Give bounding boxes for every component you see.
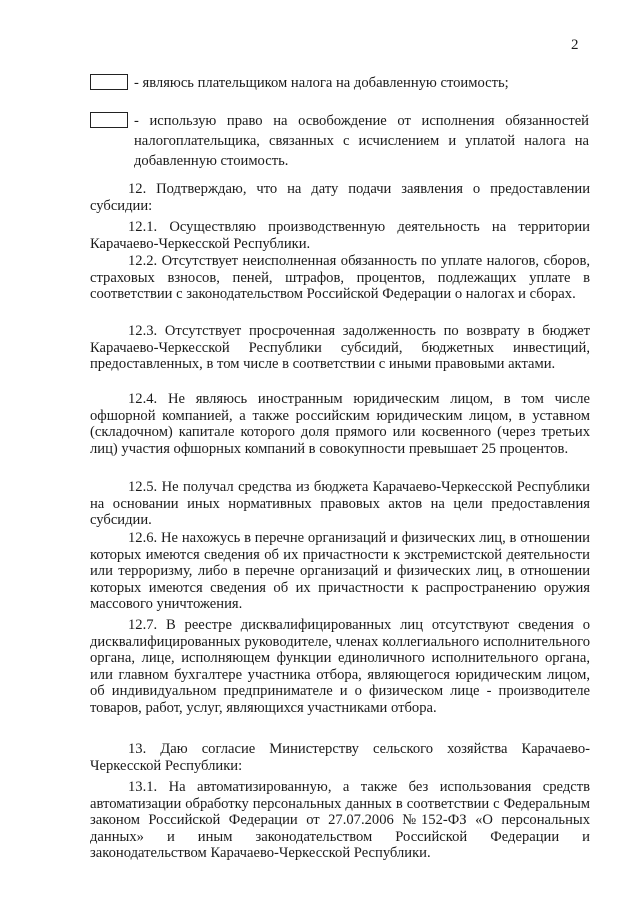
- vat-payer-label: - являюсь плательщиком налога на добавленную стоимость;: [134, 75, 509, 91]
- paragraph-12-5: 12.5. Не получал средства из бюджета Карачаево-Черкесской Республики на основании иных нормативных правовых актов на цели предоставления субсидии.: [90, 479, 590, 528]
- paragraph-12-7: 12.7. В реестре дисквалифицированных лиц отсутствуют сведения о дисквалифицированных руководителе, членах коллегиального исполнительного органа, лице, исполняющем функции единоличного исполнительного органа, или главном бухгалтере участника отбора, являющегося юридическим лицом, об индивидуальном предпринимателе и о физическом лице - производителе товаров, работ, услуг, являющихся участниками отбора.: [90, 617, 590, 716]
- vat-exemption-checkbox[interactable]: [90, 112, 128, 128]
- paragraph-12-1: 12.1. Осуществляю производственную деятельность на территории Карачаево-Черкесской Республики.: [90, 219, 590, 252]
- paragraph-12: 12. Подтверждаю, что на дату подачи заявления о предоставлении субсидии:: [90, 181, 590, 214]
- paragraph-13-1: 13.1. На автоматизированную, а также без использования средств автоматизации обработку персональных данных в соответствии с Федеральным законом Российской Федерации от 27.07.2006 №152-ФЗ «О персональных данных» и иным законодательством Российской Федерации и законодательством Карачаево-Черкесской Республики.: [90, 779, 590, 861]
- page-number: 2: [571, 37, 579, 53]
- vat-payer-checkbox[interactable]: [90, 74, 128, 90]
- vat-exemption-label: - использую право на освобождение от исполнения обязанностей налогоплательщика, связанных с исчислением и уплатой налога на добавленную стоимость.: [134, 113, 589, 169]
- paragraph-12-4: 12.4. Не являюсь иностранным юридическим лицом, в том числе офшорной компанией, а также российским юридическим лицом, в уставном (складочном) капитале которого доля прямого или косвенного (через третьих лиц) участия офшорных компаний в совокупности превышает 25 процентов.: [90, 391, 590, 457]
- paragraph-12-6: 12.6. Не нахожусь в перечне организаций и физических лиц, в отношении которых имеются сведения об их причастности к экстремистской деятельности или терроризму, либо в перечне организаций и физических лиц, в отношении которых имеются сведения об их причастности к распространению оружия массового уничтожения.: [90, 530, 590, 612]
- paragraph-13: 13. Даю согласие Министерству сельского хозяйства Карачаево-Черкесской Республики:: [90, 741, 590, 774]
- paragraph-12-2: 12.2. Отсутствует неисполненная обязанность по уплате налогов, сборов, страховых взносов, пеней, штрафов, процентов, подлежащих уплате в соответствии с законодательством Российской Федерации о налогах и сборах.: [90, 253, 590, 302]
- paragraph-12-3: 12.3. Отсутствует просроченная задолженность по возврату в бюджет Карачаево-Черкесской Республики субсидий, бюджетных инвестиций, предоставленных, в том числе в соответствии с иными правовыми актами.: [90, 323, 590, 372]
